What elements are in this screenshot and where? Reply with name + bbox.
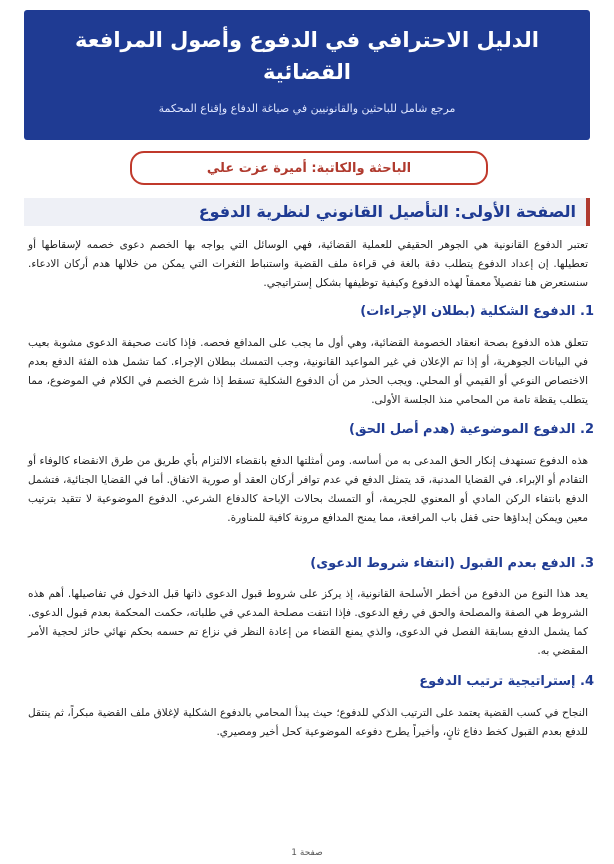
document-subtitle: مرجع شامل للباحثين والقانونيين في صياغة الدفاع وإقناع المحكمة: [158, 102, 456, 115]
intro-paragraph: تعتبر الدفوع القانونية هي الجوهر الحقيقي للعملية القضائية، فهي الوسائل التي يواجه بها الخصم دعوى خصمه لإسقاطها أو تعطيلها. إن إعداد الدفوع يتطلب دقة بالغة في قراءة ملف القضية واستنباط الثغرات التي يمكن من خلالها هدم أركان الادعاء. سنستعرض هنا تفصيلاً معمقاً لهذه الدفوع وكيفية توظيفها بشكل إستراتيجي.: [28, 239, 588, 289]
section-heading-4: 4. إستراتيجية ترتيب الدفوع: [419, 674, 594, 689]
section-body-1: تتعلق هذه الدفوع بصحة انعقاد الخصومة القضائية، وهي أول ما يجب على المدافع فحصه. فإذا كانت صحيفة الدعوى مشوبة بعيب في البيانات الجوهرية، أو إذا تم الإعلان في غير المواعيد القانونية، وجب التمسك ببطلان الإجراء. كما تشمل هذه الفئة الدفع بعدم الاختصاص النوعي أو القيمي أو المحلي. ويجب الحذر من أن الدفوع الشكلية تسقط إذا شرع الخصم في الكلام في الموضوع، مما يتطلب يقظة تامة من المحامي منذ الجلسة الأولى.: [28, 337, 588, 406]
section-body-4: النجاح في كسب القضية يعتمد على الترتيب الذكي للدفوع؛ حيث يبدأ المحامي بالدفوع الشكلية لإغلاق ملف القضية مبكراً، ثم ينتقل للدفع بعدم القبول كخط دفاع ثانٍ، وأخيراً يطرح دفوعه الموضوعية كحل أخير ومصيري.: [28, 707, 588, 738]
section-body-3: يعد هذا النوع من الدفوع من أخطر الأسلحة القانونية، إذ يركز على شروط قبول الدعوى ذاتها قبل الدخول في تفاصيلها. أهم هذه الشروط هي الصفة والمصلحة والحق في رفع الدعوى. فإذا انتفت مصلحة المدعي في طلباته، حكمت المحكمة بعدم قبول الدعوى. كما يشمل الدفع بسابقة الفصل في الدعوى، والذي يمنع القضاء من إعادة النظر في نزاع تم حسمه بحكم نهائي حائز لحجية الأمر المقضي به.: [28, 588, 588, 657]
author-box: [130, 151, 488, 185]
page-number: صفحة 1: [291, 848, 323, 858]
title-banner: [24, 10, 590, 140]
section-heading-2: 2. الدفوع الموضوعية (هدم أصل الحق): [349, 422, 594, 437]
page-heading: الصفحة الأولى: التأصيل القانوني لنظرية الدفوع: [24, 198, 590, 226]
author-name: الباحثة والكاتبة: أميرة عزت علي: [206, 160, 412, 176]
section-heading-3: 3. الدفع بعدم القبول (انتفاء شروط الدعوى): [310, 556, 594, 571]
document-title: الدليل الاحترافي في الدفوع وأصول المرافعة القضائية: [75, 28, 539, 84]
section-body-2: هذه الدفوع تستهدف إنكار الحق المدعى به من أساسه. ومن أمثلتها الدفع بانقضاء الالتزام بأي طريق من طرق الانقضاء كالوفاء أو التقادم أو الإبراء. في القضايا المدنية، قد يتمثل الدفع في عدم توافر أركان العقد أو صورية الاتفاق. أما في القضايا الجنائية، فتشمل الدفع بانتفاء الركن المادي أو المعنوي للجريمة، أو التمسك بحالات الإباحة كالدفاع الشرعي. الدفوع الموضوعية لا تتقيد بترتيب معين ويمكن إبداؤها حتى قفل باب المرافعة، مما يمنح المدافع مرونة كافية للمناورة.: [28, 455, 588, 524]
section-heading-1: 1. الدفوع الشكلية (بطلان الإجراءات): [360, 304, 594, 319]
